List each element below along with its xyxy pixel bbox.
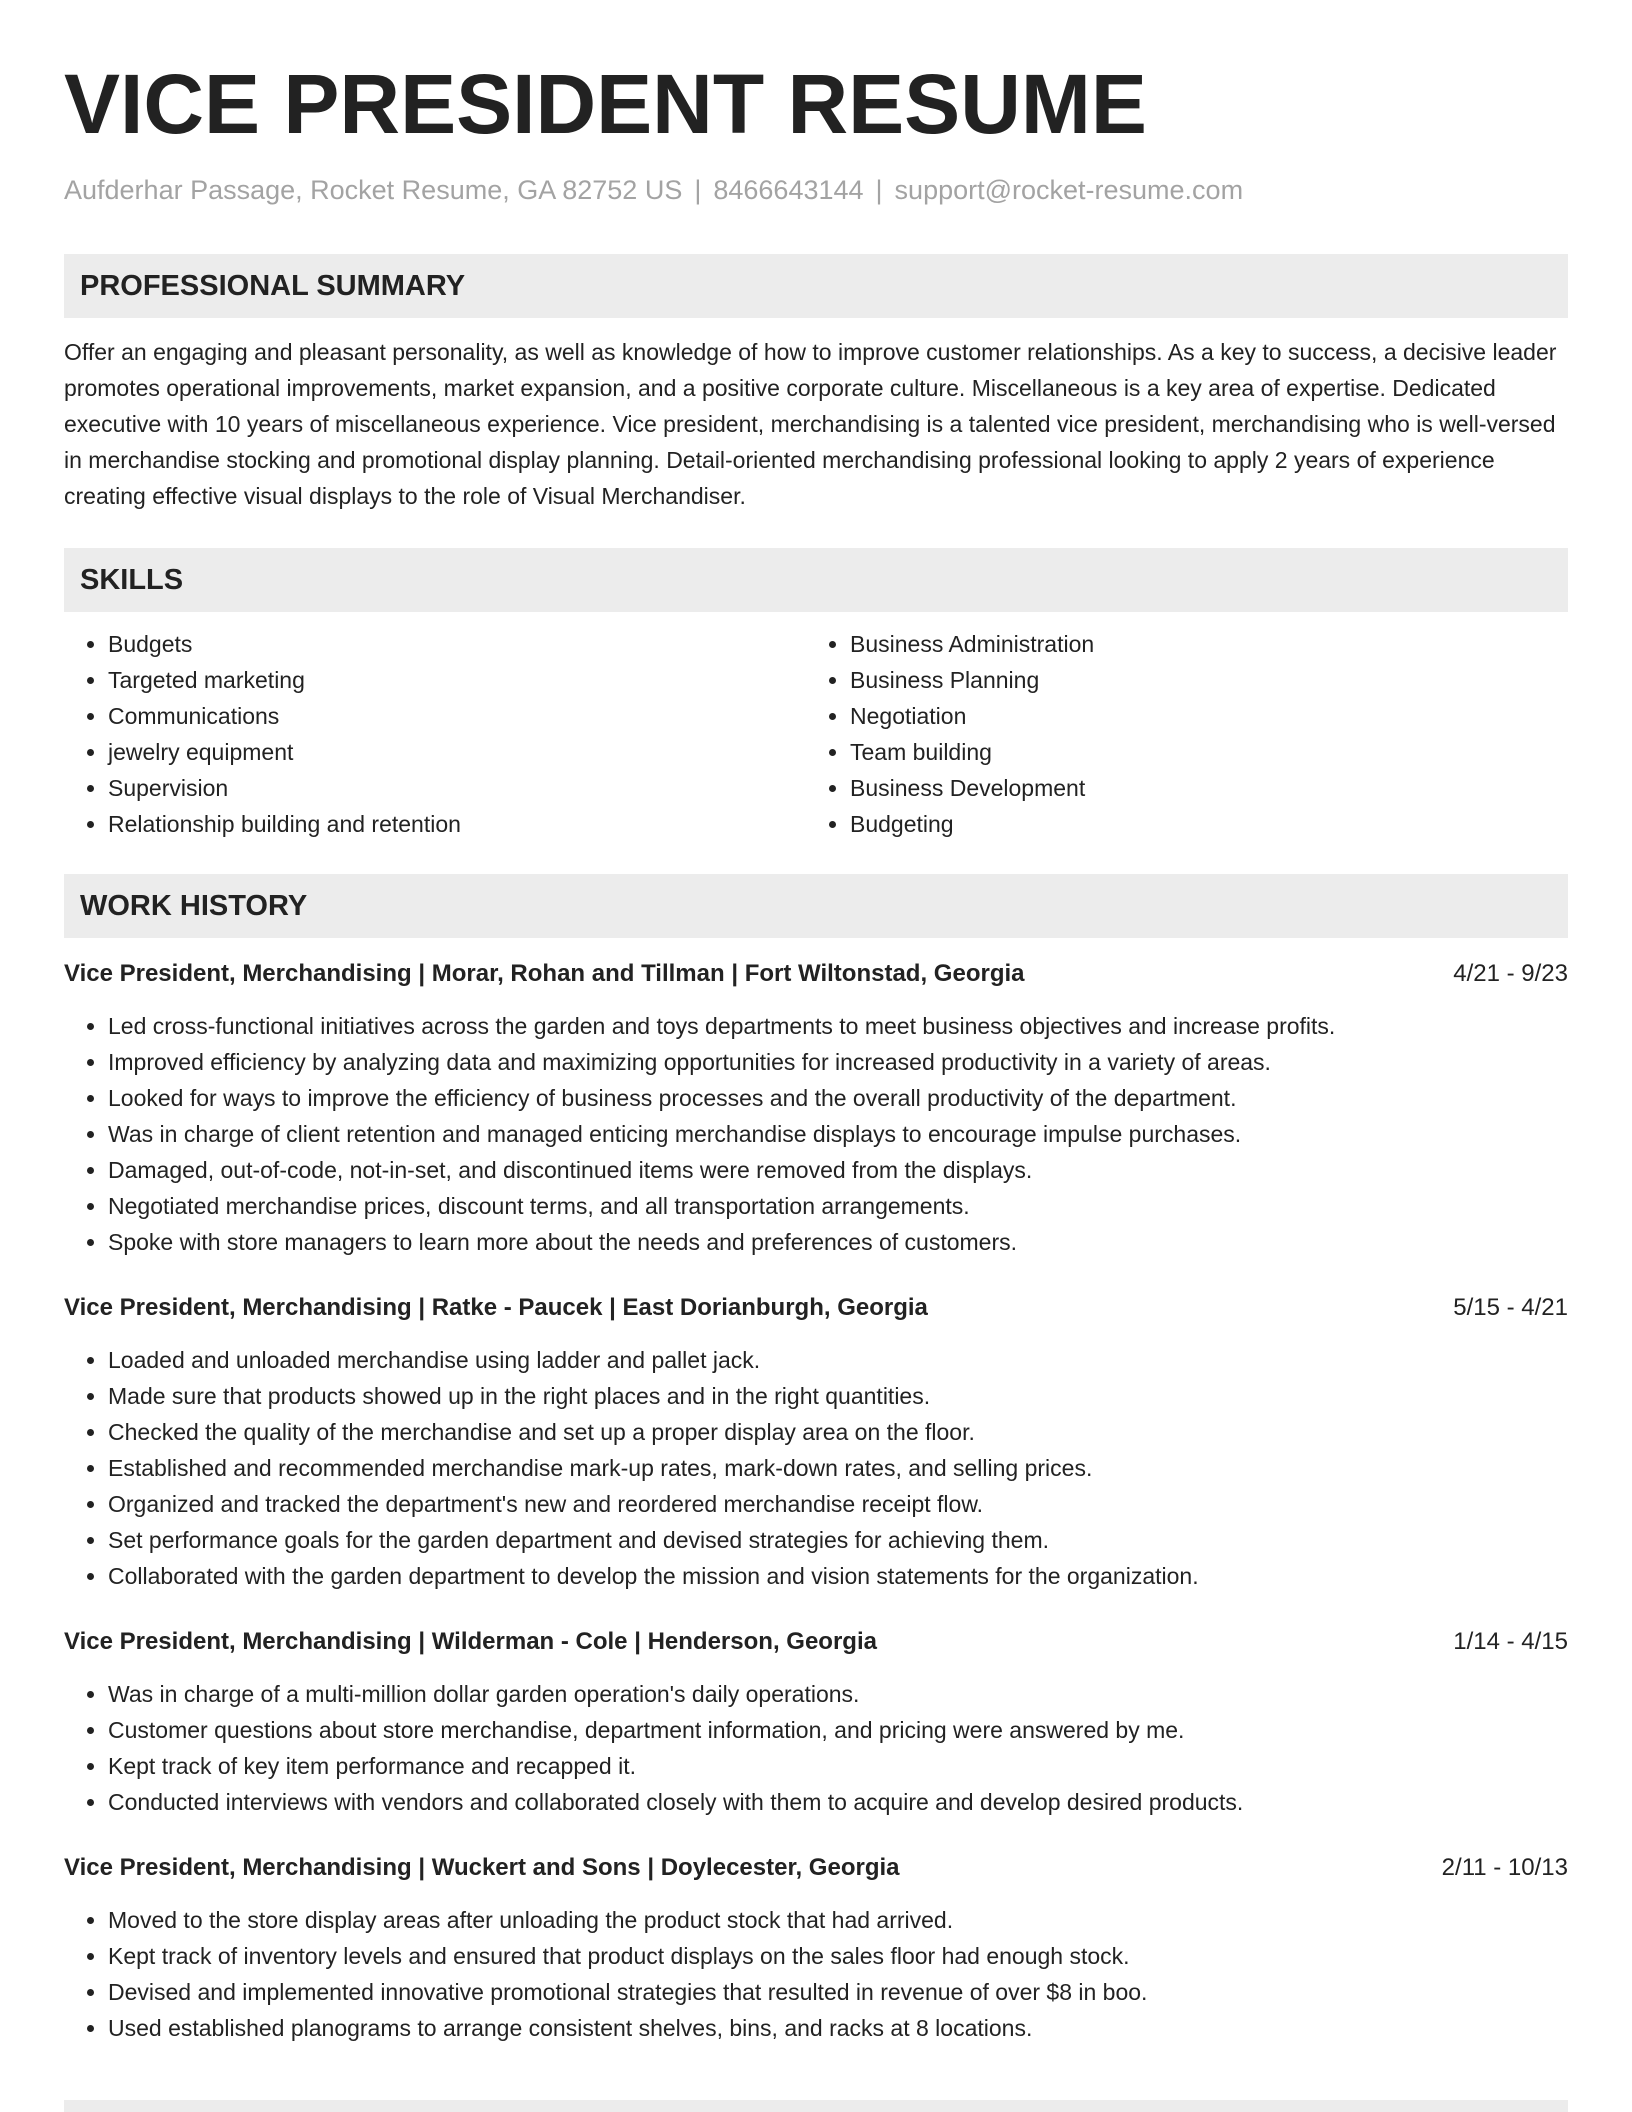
job-entry	[64, 1290, 1568, 1594]
job-entry	[64, 1850, 1568, 2046]
job-bullet: • Devised and implemented innovative promotional strategies that resulted in revenue of over $8 in boo.	[108, 1974, 1568, 2010]
skill-item: • Relationship building and retention	[108, 806, 806, 842]
job-bullets	[64, 1342, 1568, 1594]
contact-separator: |	[875, 175, 883, 205]
job-bullet: • Made sure that products showed up in the right places and in the right quantities.	[108, 1378, 1568, 1414]
job-dates: 1/14 - 4/15	[1453, 1628, 1568, 1655]
contact-separator: |	[694, 175, 702, 205]
job-bullet: • Moved to the store display areas after unloading the product stock that had arrived.	[108, 1902, 1568, 1938]
skill-item: • Targeted marketing	[108, 662, 806, 698]
job-bullet: • Was in charge of client retention and managed enticing merchandise displays to encourage impulse purchases.	[108, 1116, 1568, 1152]
job-title: Vice President, Merchandising | Ratke - Paucek | East Dorianburgh, Georgia	[64, 1294, 928, 1321]
job-bullet: • Conducted interviews with vendors and collaborated closely with them to acquire and develop desired products.	[108, 1784, 1568, 1820]
job-bullet: • Loaded and unloaded merchandise using ladder and pallet jack.	[108, 1342, 1568, 1378]
job-header	[64, 1850, 1568, 1886]
job-header	[64, 956, 1568, 992]
contact-address: Aufderhar Passage, Rocket Resume, GA 82752 US	[64, 175, 683, 205]
skill-item: • Business Development	[850, 770, 1548, 806]
job-bullets	[64, 1676, 1568, 1820]
skill-item: • Negotiation	[850, 698, 1548, 734]
job-entry	[64, 1624, 1568, 1820]
resume-title: VICE PRESIDENT RESUME	[64, 57, 1147, 151]
skill-item: • Budgets	[108, 626, 806, 662]
skills-list	[64, 626, 1568, 842]
job-bullet: • Was in charge of a multi-million dollar garden operation's daily operations.	[108, 1676, 1568, 1712]
job-dates: 5/15 - 4/21	[1453, 1294, 1568, 1321]
resume-page	[64, 0, 1568, 2046]
job-title: Vice President, Merchandising | Wuckert and Sons | Doylecester, Georgia	[64, 1854, 900, 1881]
job-bullets	[64, 1902, 1568, 2046]
skills-column-left	[64, 626, 806, 842]
job-dates: 4/21 - 9/23	[1453, 960, 1568, 987]
section-header-skills: SKILLS	[64, 548, 1568, 612]
job-header	[64, 1624, 1568, 1660]
skill-item: • Business Administration	[850, 626, 1548, 662]
job-bullet: • Established and recommended merchandise mark-up rates, mark-down rates, and selling prices.	[108, 1450, 1568, 1486]
job-bullet: • Negotiated merchandise prices, discount terms, and all transportation arrangements.	[108, 1188, 1568, 1224]
contact-line	[64, 174, 1568, 206]
section-header-summary: PROFESSIONAL SUMMARY	[64, 254, 1568, 318]
job-bullet: • Led cross-functional initiatives across the garden and toys departments to meet business objectives and increase profits.	[108, 1008, 1568, 1044]
job-dates: 2/11 - 10/13	[1441, 1854, 1568, 1881]
job-bullet: • Checked the quality of the merchandise and set up a proper display area on the floor.	[108, 1414, 1568, 1450]
job-bullet: • Organized and tracked the department's new and reordered merchandise receipt flow.	[108, 1486, 1568, 1522]
next-section-header-edge	[64, 2100, 1568, 2112]
skill-item: • Budgeting	[850, 806, 1548, 842]
skill-item: • Business Planning	[850, 662, 1548, 698]
job-title: Vice President, Merchandising | Morar, Rohan and Tillman | Fort Wiltonstad, Georgia	[64, 960, 1025, 987]
job-bullet: • Kept track of key item performance and recapped it.	[108, 1748, 1568, 1784]
skill-item: • Team building	[850, 734, 1548, 770]
job-bullet: • Improved efficiency by analyzing data and maximizing opportunities for increased productivity in a variety of areas.	[108, 1044, 1568, 1080]
job-bullet: • Kept track of inventory levels and ensured that product displays on the sales floor had enough stock.	[108, 1938, 1568, 1974]
job-header	[64, 1290, 1568, 1326]
job-title: Vice President, Merchandising | Wilderman - Cole | Henderson, Georgia	[64, 1628, 877, 1655]
contact-email: support@rocket-resume.com	[894, 175, 1244, 205]
job-bullets	[64, 1008, 1568, 1260]
job-bullet: • Set performance goals for the garden department and devised strategies for achieving them.	[108, 1522, 1568, 1558]
job-bullet: • Collaborated with the garden department to develop the mission and vision statements for the organization.	[108, 1558, 1568, 1594]
job-bullet: • Damaged, out-of-code, not-in-set, and discontinued items were removed from the displays.	[108, 1152, 1568, 1188]
section-header-work-history: WORK HISTORY	[64, 874, 1568, 938]
contact-phone: 8466643144	[713, 175, 864, 205]
summary-text: Offer an engaging and pleasant personality, as well as knowledge of how to improve customer relationships. As a key to success, a decisive leader promotes operational improvements, market expansion, and a positive corporate culture. Miscellaneous is a key area of expertise. Dedicated executive with 10 years of miscellaneous experience. Vice president, merchandising is a talented vice president, merchandising who is well-versed in merchandise stocking and promotional display planning. Detail-oriented merchandising professional looking to apply 2 years of experience creating effective visual displays to the role of Visual Merchandiser.	[64, 339, 1557, 509]
job-bullet: • Looked for ways to improve the efficiency of business processes and the overall productivity of the department.	[108, 1080, 1568, 1116]
skill-item: • jewelry equipment	[108, 734, 806, 770]
job-bullet: • Spoke with store managers to learn more about the needs and preferences of customers.	[108, 1224, 1568, 1260]
skills-column-right	[806, 626, 1548, 842]
skill-item: • Supervision	[108, 770, 806, 806]
job-bullet: • Used established planograms to arrange consistent shelves, bins, and racks at 8 locations.	[108, 2010, 1568, 2046]
job-bullet: • Customer questions about store merchandise, department information, and pricing were answered by me.	[108, 1712, 1568, 1748]
skill-item: • Communications	[108, 698, 806, 734]
job-entry	[64, 956, 1568, 1260]
